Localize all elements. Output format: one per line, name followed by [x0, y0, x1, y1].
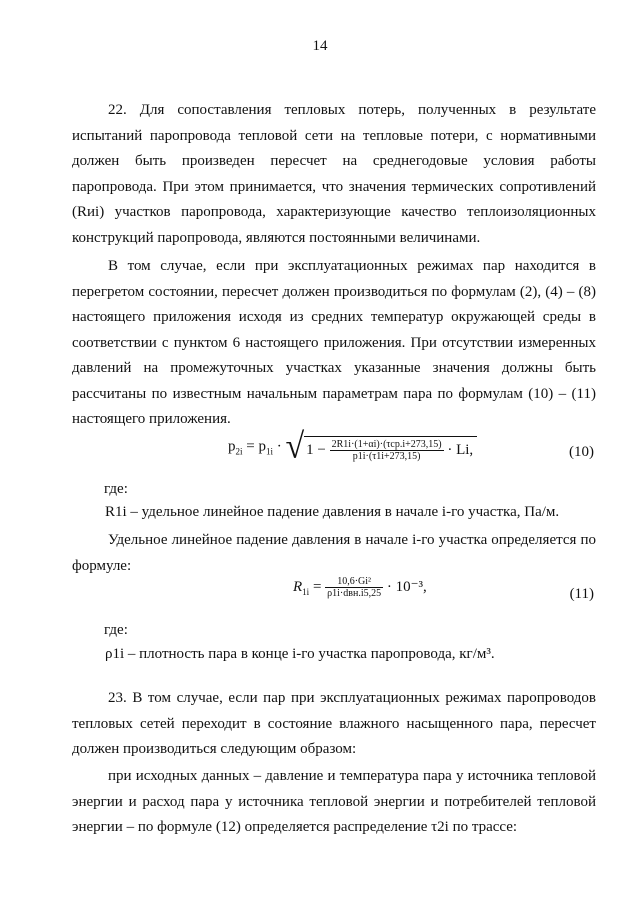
formula-11-fraction: $\frac{\text{10,6·Gi²}}{\text{ρ1i·dвн.i5,25}}$: [327, 576, 382, 599]
paragraph-superheated: В том случае, если при эксплуатационных режимах пар находится в перегретом состоянии, пересчет должен производиться по формулам (2), (4) – (8) настоящего приложения исходя из средних температур окружающей среды в соответствии с пунктом 6 настоящего приложения. При отсутствии измеренных давлений на промежуточных участках указанные значения должны быть рассчитаны по известным начальным параметрам пара по формулам (10) – (11) настоящего приложения.: [72, 258, 596, 427]
formula-10: $p_{2i} = p_{1i}$ · √ 1 − $\frac{\text{2R1i·(1+αi)·(τср.i+273,15)}}{p1i\cdot(\tau 1i+273,15)}$ · Li,: [228, 428, 477, 466]
formula-11-lhs: R: [293, 578, 303, 595]
page-number: 14: [312, 38, 328, 54]
paragraph-initial-data: при исходных данных – давление и температура пара у источника тепловой энергии и расход пара у источника тепловой энергии и потребителей тепловой энергии – по формуле (12) определяется распределение τ2i по трассе:: [72, 768, 596, 835]
formula-10-fraction: $\frac{\text{2R1i·(1+αi)·(τср.i+273,15)}}{p1i\cdot(\tau 1i+273,15)}$: [331, 438, 442, 462]
equation-number-10: (10): [569, 444, 594, 460]
formula-11: $R_{1i}$ = $\frac{\text{10,6·Gi²}}{\text{ρ1i·dвн.i5,25}}$ · 10⁻³,: [293, 576, 427, 599]
equation-number-11: (11): [569, 586, 594, 602]
paragraph-22: 22. Для сопоставления тепловых потерь, полученных в результате испытаний паропровода тепловой сети на тепловые потери, с нормативными должен быть произведен пересчет на среднегодовые условия работы паропровода. При этом принимается, что значения термических сопротивлений (Rиі) участков паропровода, характеризующие качество теплоизоляционных конструкций паропровода, являются постоянными величинами.: [72, 102, 596, 246]
sqrt-icon: √ 1 − $\frac{\text{2R1i·(1+αi)·(τср.i+273,15)}}{p1i\cdot(\tau 1i+273,15)}$ · Li,: [286, 428, 478, 466]
paragraph-R1i: Удельное линейное падение давления в начале i-го участка определяется по формуле:: [72, 532, 596, 574]
where-label-1: где:: [104, 481, 128, 497]
formula-10-lhs: p: [228, 438, 236, 455]
paragraph-23: 23. В том случае, если пар при эксплуатационных режимах паропроводов тепловых сетей переходит в состояние влажного насыщенного пара, пересчет должен производиться следующим образом:: [72, 690, 596, 757]
where-label-2: где:: [104, 622, 128, 638]
definition-R1i: R1i – удельное линейное падение давления в начале i-го участка, Па/м.: [105, 504, 560, 520]
definition-rho1i: ρ1i – плотность пара в конце i-го участка паропровода, кг/м³.: [105, 646, 495, 662]
